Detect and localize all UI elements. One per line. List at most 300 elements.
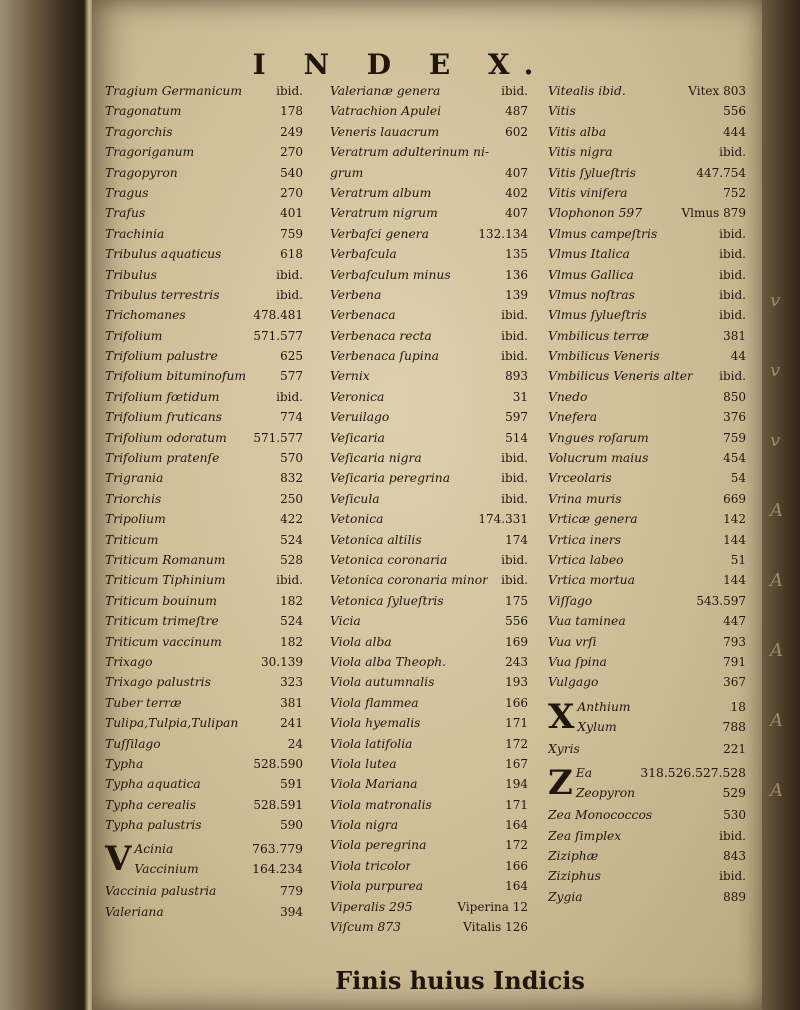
entry-page-ref: ibid. [501,491,528,506]
index-entry [105,635,303,655]
entry-page-ref: 454 [723,451,746,466]
index-entry [548,166,746,186]
entry-term: Vitis nigra [548,145,613,160]
entry-term: Vetonica coronaria minor [330,573,489,588]
index-entry [577,720,746,740]
entry-term: Viola autumnalis [330,675,435,690]
entry-term: Valerianæ genera [330,84,441,98]
entry-page-ref: 602 [505,124,528,139]
entry-page-ref: 144 [723,532,746,547]
entry-term: Vlmus ſylueſtris [548,308,647,323]
index-entry [576,766,746,786]
index-entry [548,512,746,532]
entry-term: Tragopyron [105,165,178,180]
entry-term: Triticum [105,532,159,547]
index-entry [548,206,746,226]
index-entry [105,818,303,838]
entry-page-ref: 407 [505,165,528,180]
entry-page-ref: 136 [505,267,528,282]
entry-page-ref: 779 [280,884,303,899]
entry-page-ref: 221 [723,741,746,756]
index-entry [548,84,746,104]
entry-term: Vmbilicus Veneris alter [548,369,693,384]
entry-term: Vua taminea [548,614,626,629]
index-entry [577,700,746,720]
entry-term: Trifolium [105,328,163,343]
entry-page-ref: 175 [505,593,528,608]
index-entry [105,410,303,430]
index-entry [105,798,303,818]
entry-term: Verbenaca ſupina [330,349,439,364]
index-entry [134,842,303,862]
index-entry [330,838,528,858]
index-entry [548,186,746,206]
entry-term: Triticum Tiphinium [105,573,226,588]
entry-term: Vmbilicus terræ [548,328,649,343]
index-entry [330,635,528,655]
entry-page-ref: 422 [280,512,303,527]
entry-term: Anthium [577,699,631,714]
index-entry [105,125,303,145]
entry-term: Tragonatum [105,104,182,119]
index-entry [105,451,303,471]
entry-page-ref: 54 [730,471,746,486]
facing-page-edge: v v v A A A A A [762,0,800,1010]
entry-page-ref: ibid. [719,247,746,262]
entry-page-ref: ibid. [501,573,528,588]
entry-page-ref: 44 [730,349,746,364]
entry-page-ref: 791 [723,654,746,669]
entry-page-ref: 843 [723,848,746,863]
index-entry [105,655,303,675]
entry-page-ref: ibid. [719,869,746,884]
entry-page-ref: ibid. [719,226,746,241]
entry-page-ref: 367 [723,675,746,690]
entry-page-ref: 759 [723,430,746,445]
entry-term: Viola Mariana [330,777,418,792]
entry-page-ref: 625 [280,349,303,364]
entry-term: Viola matronalis [330,797,432,812]
entry-page-ref: ibid. [501,451,528,466]
entry-term: Viola nigra [330,818,399,833]
entry-term: Tribulus [105,267,157,282]
index-entry [548,655,746,675]
entry-term: Vnefera [548,410,598,425]
entry-term: Zea Monococcos [548,808,653,823]
drop-cap-letter: V [105,839,132,880]
entry-term: Vmbilicus Veneris [548,349,660,364]
entry-term: Vulgago [548,675,599,690]
entry-page-ref: 570 [280,451,303,466]
entry-term: Verbena [330,287,382,302]
index-entry [330,206,528,226]
entry-page-ref: 381 [723,328,746,343]
index-entry [105,471,303,491]
index-entry [105,206,303,226]
index-entry [330,777,528,797]
index-column-2 [330,84,528,940]
entry-term: Viola alba [330,634,392,649]
index-entry [330,431,528,451]
drop-cap-block [548,762,746,808]
entry-page-ref: ibid. [276,84,303,98]
entry-term: Zea ſimplex [548,828,622,843]
index-entry [105,431,303,451]
entry-term: Acinia [134,842,174,857]
entry-term: Tulipa,Tulpia,Tulipan [105,716,239,731]
index-entry [105,369,303,389]
index-entry [330,655,528,675]
entry-page-ref: 759 [280,226,303,241]
entry-page-ref: 832 [280,471,303,486]
entry-page-ref: 164 [505,879,528,894]
entry-term: Trixago [105,654,153,669]
entry-term: Vaccinia palustria [105,884,217,899]
index-entry [548,390,746,410]
entry-term: Trixago palustris [105,675,211,690]
entry-term: Triticum bouinum [105,593,217,608]
entry-term: Veruilago [330,410,390,425]
entry-page-ref: 529 [722,786,746,801]
index-entry [548,471,746,491]
entry-page-ref: 249 [280,124,303,139]
entry-term: Veſicaria peregrina [330,471,451,486]
index-entry [105,777,303,797]
entry-term: Vlmus Italica [548,247,630,262]
entry-term: Trachinia [105,226,165,241]
entry-term: Tuſſilago [105,736,161,751]
entry-term: Vitis [548,104,576,119]
index-entry [105,84,303,104]
entry-term: Veronica [330,389,385,404]
entry-page-ref: 18 [730,699,746,714]
entry-page-ref: ibid. [719,828,746,843]
entry-term: Tripolium [105,512,166,527]
entry-term: Viperalis 295 [330,899,413,914]
entry-term: Vlmus noſtras [548,287,635,302]
entry-term: Volucrum maius [548,451,649,466]
entry-page-ref: 774 [280,410,303,425]
entry-term: Viola tricolor [330,858,412,873]
index-entry [330,369,528,389]
entry-page-ref: 514 [505,430,528,445]
entry-term: Ea [575,766,593,781]
entry-page-ref: 144 [723,573,746,588]
entry-page-ref: 893 [505,369,528,384]
entry-term: Vernix [330,369,370,384]
entry-term: Vngues roſarum [548,430,649,445]
entry-page-ref: 139 [505,287,528,302]
index-entry [330,900,528,920]
entry-page-ref: 590 [280,818,303,833]
index-entry [330,410,528,430]
entry-term: Ziziphæ [548,848,599,863]
entry-term: Triticum trimeſtre [105,614,219,629]
entry-page-ref: 167 [505,756,528,771]
entry-page-ref: 171 [505,797,528,812]
entry-term: Viſſago [548,593,593,608]
index-entry [330,329,528,349]
entry-page-ref: 394 [280,904,303,919]
index-entry [548,227,746,247]
entry-term: Xylum [577,719,617,734]
index-entry [105,349,303,369]
entry-term: Vrina muris [548,491,622,506]
entry-term: Vitealis ibid. [548,84,626,98]
entry-term: Trifolium fœtidum [105,389,220,404]
index-entry [105,268,303,288]
entry-term: Vitis ſylueſtris [548,165,636,180]
index-entry [105,186,303,206]
index-entry [330,268,528,288]
index-entry [105,512,303,532]
entry-page-ref: 530 [723,808,746,823]
entry-page-ref: 164.234 [252,862,303,877]
entry-term: Vrticæ genera [548,512,638,527]
entry-term: Typha aquatica [105,777,201,792]
index-column-3 [548,84,746,910]
entry-page-ref: 556 [723,104,746,119]
index-entry [548,104,746,124]
index-entry [330,533,528,553]
entry-term: Vatrachion Apulei [330,104,442,119]
index-entry [330,696,528,716]
entry-page-ref: 376 [723,410,746,425]
index-entry [330,818,528,838]
entry-term: Xyris [548,741,580,756]
index-entry [105,533,303,553]
index-entry [105,594,303,614]
page-title: I N D E X. [252,48,548,81]
entry-page-ref: 381 [280,695,303,710]
entry-page-ref: 24 [287,736,303,751]
entry-term: Triorchis [105,491,162,506]
entry-page-ref: 447 [723,614,746,629]
entry-page-ref: 169 [505,634,528,649]
entry-term: Trifolium pratenſe [105,451,220,466]
entry-term: Vetonica altilis [330,532,422,547]
index-entry [548,431,746,451]
entry-page-ref: ibid. [719,267,746,282]
entry-page-ref: 323 [280,675,303,690]
index-entry [548,849,746,869]
entry-page-ref: ibid. [719,369,746,384]
index-entry [548,869,746,889]
entry-page-ref: 444 [723,124,746,139]
entry-page-ref: 270 [280,145,303,160]
index-entry [548,829,746,849]
book-spine [0,0,92,1010]
entry-term: Trifolium odoratum [105,430,227,445]
entry-page-ref: 178 [280,104,303,119]
entry-term: Vrceolaris [548,471,612,486]
index-entry [330,675,528,695]
entry-term: Vicia [330,614,361,629]
index-entry [330,308,528,328]
index-entry [105,247,303,267]
entry-term: Tribulus aquaticus [105,247,222,262]
index-entry [548,247,746,267]
entry-page-ref: ibid. [276,389,303,404]
index-entry [548,369,746,389]
entry-term: Viola lutea [330,756,397,771]
index-entry [330,879,528,899]
index-entry [330,859,528,879]
entry-page-ref: 166 [505,858,528,873]
index-entry [548,288,746,308]
entry-term: Triticum vaccinum [105,634,222,649]
entry-page-ref: 407 [505,206,528,221]
index-entry [105,573,303,593]
drop-cap-block [548,696,746,742]
entry-term: Zygia [548,889,583,904]
entry-term: Typha palustris [105,818,202,833]
index-entry [548,533,746,553]
entry-page-ref: 194 [505,777,528,792]
entry-page-ref: 174 [505,532,528,547]
entry-page-ref: 132.134 [478,226,528,241]
index-entry [105,553,303,573]
index-entry [548,492,746,512]
index-entry [105,227,303,247]
entry-term: Trifolium palustre [105,349,218,364]
entry-page-ref: ibid. [719,308,746,323]
entry-term: Verbaſci genera [330,226,429,241]
index-entry [330,451,528,471]
entry-page-ref: ibid. [501,328,528,343]
index-entry [330,227,528,247]
index-entry [548,308,746,328]
entry-page-ref: 524 [280,532,303,547]
entry-term: Valeriana [105,904,164,919]
entry-term: Tragoriganum [105,145,195,160]
index-entry [330,737,528,757]
entry-page-ref: 571.577 [253,328,303,343]
entry-term: Vlmus Gallica [548,267,634,282]
entry-term: Viola peregrina [330,838,427,853]
entry-term: Vrtica iners [548,532,622,547]
index-entry [548,594,746,614]
index-entry [330,166,528,186]
entry-term: Veratrum adulterinum ni- [330,145,490,160]
entry-page-ref: 543.597 [696,593,746,608]
entry-term: Veratrum nigrum [330,206,438,221]
index-entry [548,410,746,430]
entry-page-ref: 889 [723,889,746,904]
entry-term: Typha cerealis [105,797,197,812]
entry-term: Vitis vinifera [548,185,628,200]
entry-page-ref: 243 [505,654,528,669]
entry-page-ref: 571.577 [253,430,303,445]
index-entry [330,84,528,104]
index-entry [548,125,746,145]
entry-term: Vlophonon 597 [548,206,643,221]
index-entry [105,492,303,512]
entry-page-ref: 487 [505,104,528,119]
index-entry [330,104,528,124]
entry-term: Vaccinium [134,862,199,877]
entry-term: Tragorchis [105,124,173,139]
entry-term: Viola flammea [330,695,419,710]
entry-page-ref: 174.331 [478,512,528,527]
entry-page-ref: 591 [280,777,303,792]
entry-page-ref: 250 [280,491,303,506]
index-entry [330,145,528,165]
entry-page-ref: 528.590 [253,756,303,771]
index-entry [548,614,746,634]
index-entry [330,594,528,614]
index-entry [576,786,746,806]
index-entry [548,451,746,471]
entry-page-ref: 402 [505,185,528,200]
index-entry [105,716,303,736]
entry-page-ref: ibid. [276,573,303,588]
index-entry [134,862,303,882]
index-entry [330,512,528,532]
entry-page-ref: 171 [505,716,528,731]
entry-term: Vua vrſi [548,634,597,649]
index-entry [105,329,303,349]
index-entry [330,492,528,512]
entry-page-ref: 182 [280,634,303,649]
entry-page-ref: 318.526.527.528 [640,766,746,781]
index-entry [105,737,303,757]
entry-page-ref: ibid. [276,287,303,302]
entry-page-ref: Viperina 12 [457,899,528,914]
entry-page-ref: 135 [505,247,528,262]
entry-term: Viola latifolia [330,736,413,751]
entry-page-ref: 142 [723,512,746,527]
entry-term: Viola alba Theoph. [330,654,447,669]
entry-term: Verbaſculum minus [330,267,451,282]
entry-page-ref: Vitex 803 [688,84,746,98]
index-entry [548,268,746,288]
entry-term: Vetonica ſylueſtris [330,593,444,608]
index-entry [548,890,746,910]
entry-page-ref: ibid. [719,145,746,160]
index-entry [330,247,528,267]
index-entry [330,798,528,818]
entry-page-ref: 788 [722,719,746,734]
entry-page-ref: 793 [723,634,746,649]
index-entry [548,329,746,349]
entry-page-ref: 172 [505,736,528,751]
entry-term: Vnedo [548,389,588,404]
entry-term: Viſcum 873 [330,920,401,935]
index-entry [330,390,528,410]
entry-term: Vitis alba [548,124,607,139]
entry-page-ref: Vlmus 879 [681,206,746,221]
entry-term: Verbenaca [330,308,396,323]
entry-page-ref: 850 [723,389,746,404]
entry-page-ref: 30.139 [261,654,303,669]
drop-cap-letter: X [548,696,575,737]
drop-cap-block [105,838,303,884]
entry-term: Trifolium fruticans [105,410,222,425]
entry-term: Veſicula [330,491,380,506]
index-entry [105,757,303,777]
entry-term: Trafus [105,206,146,221]
entry-term: grum [330,165,364,180]
entry-term: Trigrania [105,471,164,486]
entry-term: Veſicaria [330,430,385,445]
entry-page-ref: 524 [280,614,303,629]
entry-term: Viola purpurea [330,879,424,894]
index-entry [105,145,303,165]
entry-term: Viola hyemalis [330,716,421,731]
entry-page-ref: 401 [280,206,303,221]
entry-page-ref: Vitalis 126 [463,920,528,935]
